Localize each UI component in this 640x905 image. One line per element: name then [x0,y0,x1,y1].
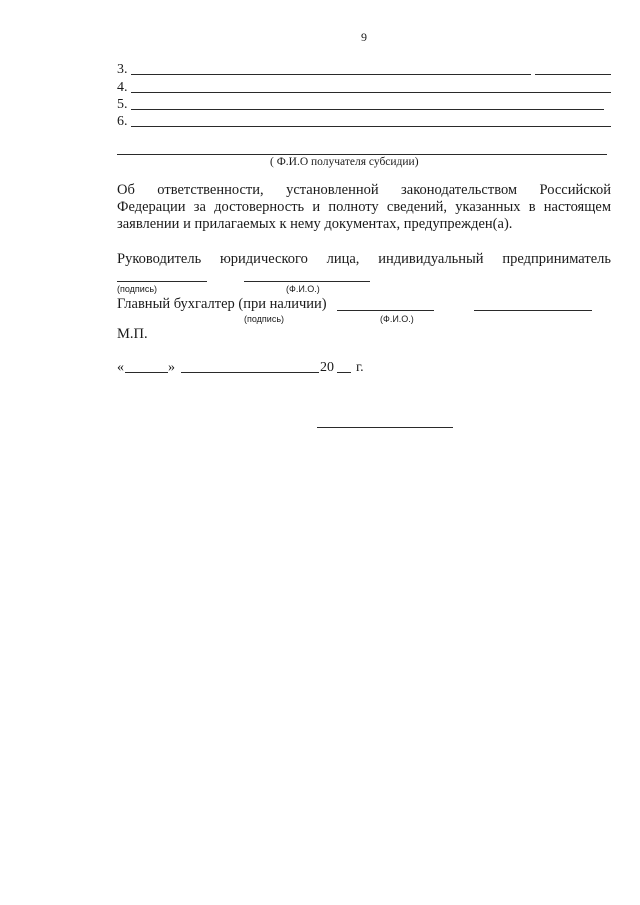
date-month-line [181,372,319,373]
date-year-line [337,372,351,373]
seal-label: М.П. [117,326,148,342]
responsibility-line-2: Федерации за достоверность и полноту сведений, указанных в настоящем [117,199,611,215]
list-item-line [131,126,611,127]
list-item-label: 5. [117,97,128,112]
list-item-line [131,74,531,75]
accountant-signature-caption: (подпись) [244,314,285,324]
list-item-line [535,74,611,75]
head-name-caption: (Ф.И.О.) [286,284,320,294]
recipient-caption: ( Ф.И.О получателя субсидии) [270,156,419,168]
date-day-line [125,372,168,373]
date-open-quote: « [117,360,124,375]
list-item-label: 4. [117,80,128,95]
head-name-line [244,281,370,282]
date-year-prefix: 20 [320,360,334,375]
accountant-name-line [474,310,592,311]
list-item-line [131,92,611,93]
recipient-name-line [117,154,607,155]
list-item-label: 3. [117,62,128,77]
accountant-signature-line [337,310,434,311]
accountant-name-caption: (Ф.И.О.) [380,314,414,324]
head-signature-line [117,281,207,282]
responsibility-line-1: Об ответственности, установленной законодательством Российской [117,182,611,198]
accountant-signature-title: Главный бухгалтер (при наличии) [117,296,327,312]
date-close-quote: » [168,360,175,375]
date-year-suffix: г. [356,360,364,375]
head-signature-title: Руководитель юридического лица, индивидуальный предприниматель [117,251,611,267]
list-item-label: 6. [117,114,128,129]
list-item-line [131,109,604,110]
separator-line [317,427,453,428]
page-number: 9 [361,30,367,44]
head-signature-caption: (подпись) [117,284,158,294]
responsibility-line-3: заявлении и прилагаемых к нему документах, предупрежден(а). [117,216,513,232]
